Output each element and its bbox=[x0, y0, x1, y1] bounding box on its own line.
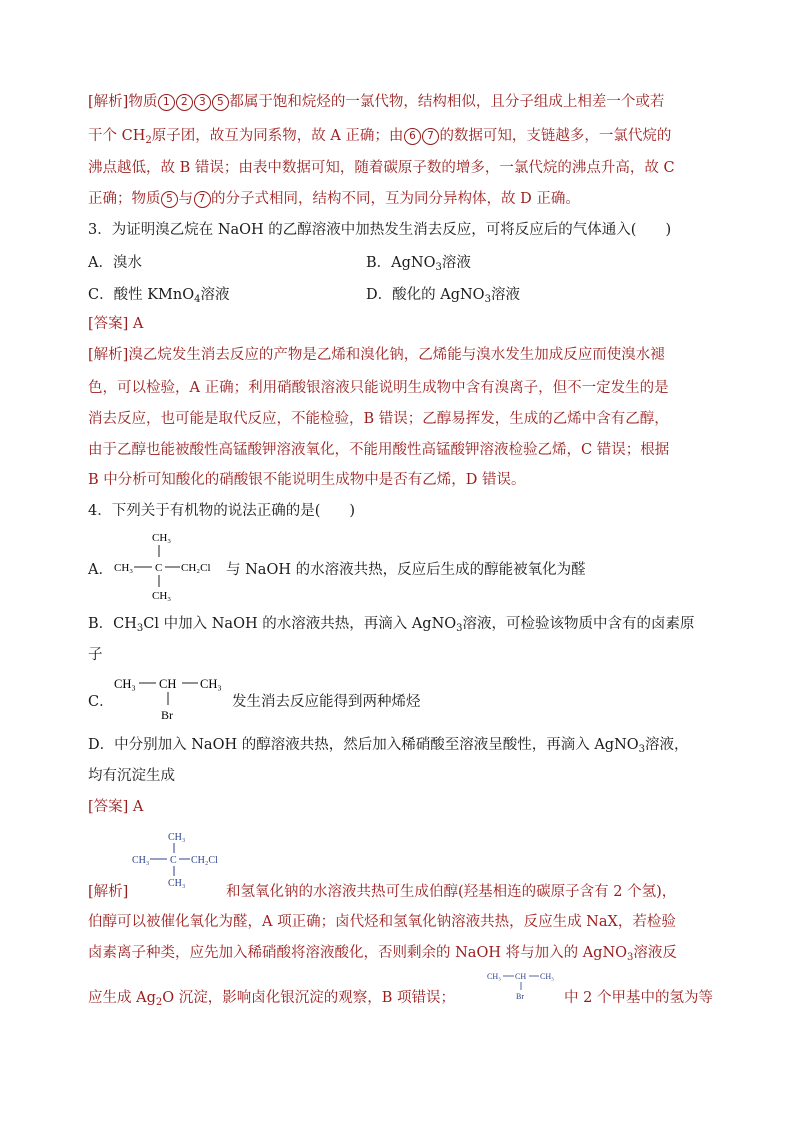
ch3-left: CH₃ bbox=[114, 562, 134, 574]
text: 溶液 bbox=[490, 287, 520, 303]
text: 溶液 bbox=[441, 255, 471, 271]
text: 应生成 Ag bbox=[88, 990, 156, 1006]
ch3-right: CH₃ bbox=[200, 677, 222, 691]
q4-option-b-cont: 子 bbox=[88, 647, 103, 663]
carbon-center: C bbox=[155, 562, 163, 574]
ch3-left: CH₃ bbox=[114, 677, 136, 691]
text: 干个 CH bbox=[88, 128, 146, 144]
analysis-line bbox=[88, 189, 580, 209]
analysis-line: 和氢氧化钠的水溶液共热可生成伯醇(羟基相连的碳原子含有 2 个氢)， bbox=[226, 884, 677, 900]
br: Br bbox=[161, 708, 173, 722]
ch3-bottom: CH₃ bbox=[168, 878, 186, 889]
text: [解析]物质 bbox=[88, 94, 158, 110]
q3-answer: [答案] A bbox=[88, 316, 144, 332]
text: O 沉淀，影响卤化银沉淀的观察，B 项错误； bbox=[162, 990, 456, 1006]
text: 卤素离子种类，应先加入稀硝酸将溶液酸化，否则剩余的 NaOH 将与加入的 AgNO bbox=[88, 945, 628, 961]
q4-option-d bbox=[88, 735, 689, 760]
ch3-top: CH₃ bbox=[152, 532, 172, 544]
text: 正确；物质 bbox=[88, 191, 161, 207]
subscript: 4 bbox=[194, 294, 201, 305]
subscript: 3 bbox=[484, 294, 491, 305]
text: 溶液，可检验该物质中含有的卤素原 bbox=[462, 616, 695, 632]
circled-number: 3 bbox=[194, 94, 211, 111]
circled-number: 7 bbox=[422, 128, 439, 145]
text: B．CH bbox=[88, 616, 137, 632]
q4-option-c-label: C． bbox=[88, 694, 114, 710]
text: 的分子式相同，结构不同，互为同分异构体，故 D 正确。 bbox=[211, 191, 580, 207]
question-3-stem: 3．为证明溴乙烷在 NaOH 的乙醇溶液中加热发生消去反应，可将反应后的气体通入( ) bbox=[88, 222, 672, 238]
subscript: 3 bbox=[456, 623, 463, 634]
q3-option-b bbox=[366, 251, 471, 273]
q4-answer: [答案] A bbox=[88, 799, 144, 815]
analysis-line: 色，可以检验，A 正确；利用硝酸银溶液只能说明生成物中含有溴离子，但不一定发生的是 bbox=[88, 380, 669, 396]
circled-number: 7 bbox=[194, 191, 211, 208]
subscript: 3 bbox=[136, 623, 144, 634]
text: 都属于饱和烷烃的一氯代物，结构相似，且分子组成上相差一个或若 bbox=[229, 94, 665, 110]
q4-option-a-label: A． bbox=[88, 562, 113, 578]
subscript: 2 bbox=[145, 135, 152, 146]
analysis-line: B 中分析可知酸化的硝酸银不能说明生成物中是否有乙烯，D 错误。 bbox=[88, 472, 526, 488]
analysis-line: 沸点越低，故 B 错误；由表中数据可知，随着碳原子数的增多，一氯代烷的沸点升高，故 C bbox=[88, 160, 675, 176]
text: 的数据可知，支链越多，一氯代烷的 bbox=[439, 128, 672, 144]
analysis-line: 由于乙醇也能被酸性高锰酸钾溶液氧化，不能用酸性高锰酸钾溶液检验乙烯，C 错误；根据 bbox=[88, 442, 670, 458]
analysis-line: 消去反应，也可能是取代反应，不能检验，B 错误；乙醇易挥发，生成的乙烯中含有乙醇， bbox=[88, 411, 669, 427]
text: Cl 中加入 NaOH 的水溶液共热，再滴入 AgNO bbox=[143, 616, 457, 632]
neopentyl-chloride-structure bbox=[112, 525, 224, 603]
q4-option-a-text: 与 NaOH 的水溶液共热，反应后生成的醇能被氧化为醛 bbox=[226, 562, 586, 578]
ch3-left: CH₃ bbox=[132, 855, 150, 866]
analysis-line bbox=[88, 92, 664, 112]
2-bromopropane-structure bbox=[112, 672, 232, 724]
br: Br bbox=[516, 992, 524, 1001]
ch-center: CH bbox=[515, 972, 527, 981]
text: 溶液， bbox=[645, 737, 689, 753]
q4-option-c-text: 发生消去反应能得到两种烯烃 bbox=[232, 694, 421, 710]
text: D．酸化的 AgNO bbox=[366, 287, 485, 303]
subscript: 3 bbox=[638, 744, 646, 755]
ch3-top: CH₃ bbox=[168, 832, 186, 843]
analysis-line: 中 2 个甲基中的氢为等 bbox=[564, 990, 713, 1006]
text: 溶液 bbox=[200, 287, 230, 303]
q3-option-c bbox=[88, 283, 229, 305]
text: 与 bbox=[178, 191, 193, 207]
2-bromopropane-structure-analysis bbox=[485, 968, 560, 1006]
analysis-line bbox=[88, 126, 671, 151]
analysis-label: [解析] bbox=[88, 884, 129, 900]
carbon-center: C bbox=[170, 855, 177, 866]
ch2cl: CH₂Cl bbox=[181, 562, 211, 574]
circled-number: 1 bbox=[158, 94, 175, 111]
subscript: 2 bbox=[155, 997, 163, 1008]
ch3-left: CH₃ bbox=[487, 972, 501, 981]
ch3-right: CH₃ bbox=[540, 972, 554, 981]
subscript: 3 bbox=[435, 262, 442, 273]
question-4-stem: 4．下列关于有机物的说法正确的是( ) bbox=[88, 503, 356, 519]
circled-number: 6 bbox=[404, 128, 421, 145]
circled-number: 5 bbox=[161, 191, 178, 208]
analysis-line bbox=[88, 986, 455, 1008]
q3-option-d bbox=[366, 283, 520, 305]
q4-option-d-cont: 均有沉淀生成 bbox=[88, 768, 175, 784]
analysis-line: 伯醇可以被催化氧化为醛，A 项正确；卤代烃和氢氧化钠溶液共热，反应生成 NaX，若检验 bbox=[88, 914, 676, 930]
text: B．AgNO bbox=[366, 255, 436, 271]
circled-number: 2 bbox=[176, 94, 193, 111]
q3-option-a: A．溴水 bbox=[88, 255, 142, 271]
ch2cl: CH₂Cl bbox=[191, 855, 218, 866]
ch-center: CH bbox=[159, 677, 177, 691]
q4-option-b bbox=[88, 614, 695, 639]
text: D．中分别加入 NaOH 的醇溶液共热，然后加入稀硝酸至溶液呈酸性，再滴入 AgNO bbox=[88, 737, 639, 753]
analysis-line bbox=[88, 943, 677, 968]
circled-number: 5 bbox=[212, 94, 229, 111]
text: 溶液反 bbox=[633, 945, 677, 961]
ch3-bottom: CH₃ bbox=[152, 590, 172, 602]
neopentyl-chloride-structure-analysis bbox=[130, 828, 240, 890]
subscript: 3 bbox=[627, 952, 634, 963]
text: C．酸性 KMnO bbox=[88, 287, 195, 303]
analysis-line: [解析]溴乙烷发生消去反应的产物是乙烯和溴化钠，乙烯能与溴水发生加成反应而使溴水褪 bbox=[88, 347, 665, 363]
text: 原子团，故互为同系物，故 A 正确；由 bbox=[151, 128, 404, 144]
